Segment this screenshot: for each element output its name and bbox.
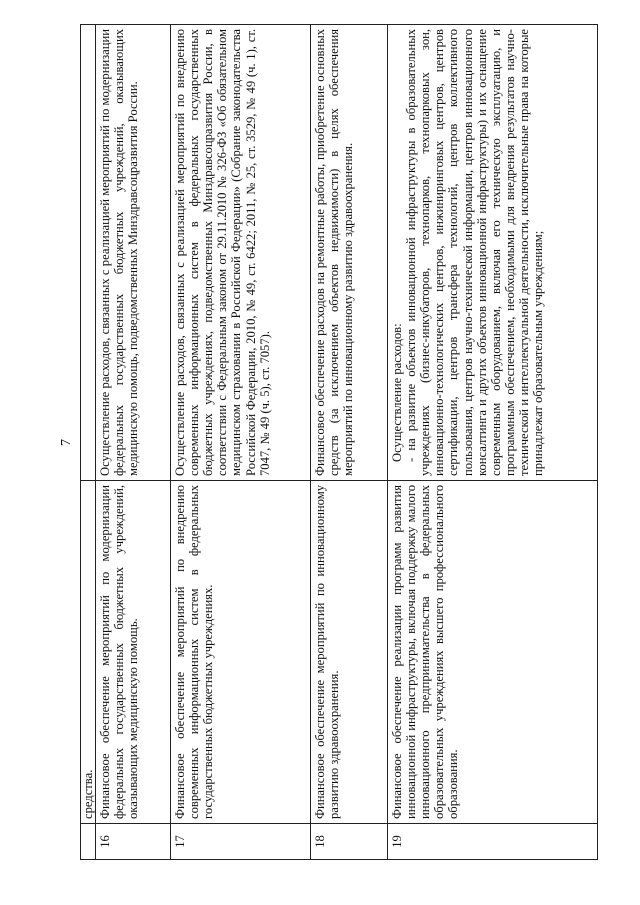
row-number: 19	[388, 824, 598, 860]
description-paragraph: - на развитие объектов инновационной инфраструктуры в образовательных учреждениях (бизнес-инкубаторов, технопарков, технопарковых зон, инновационно-технологических центров, инжиниринговых центров, центров сертификации, центров трансфера технологий, центров коллективного пользования, центров научно-технической информации, центров инновационного консалтинга и других объектов инновационной инфраструктуры) и их оснащение современным оборудованием, включая его техническую эксплуатацию, и программным обеспечением, необходимыми для внедрения результатов научно-технической и интеллектуальной деятельности, исключительные права на которые принадлежат образовательным учреждениям;	[404, 29, 546, 476]
expense-name: Финансовое обеспечение мероприятий по внедрению современных информационных систем в федеральных государственных бюджетных учреждениях.	[171, 481, 311, 824]
description-paragraph: Финансовое обеспечение расходов на ремонтные работы, приобретение основных средств (за исключением объектов недвижимости) в целях обеспечения мероприятий по инновационному развитию здравоохранения.	[313, 29, 356, 476]
row-number-cell	[81, 824, 96, 860]
continuation-text: средства.	[81, 481, 96, 824]
expense-description	[388, 25, 598, 481]
row-number: 18	[311, 824, 388, 860]
description-cell	[81, 25, 96, 481]
table-row	[171, 25, 311, 860]
expense-name: Финансовое обеспечение мероприятий по модернизации федеральных государственных бюджетных учреждений, оказывающих медицинскую помощь.	[96, 481, 171, 824]
expense-name: Финансовое обеспечение реализации программ развития инновационной инфраструктуры, включая поддержку малого инновационного предпринимательства в федеральных образовательных учреждениях высшего профессионального образования.	[388, 481, 598, 824]
rotated-page-content	[56, 25, 596, 860]
expense-name: Финансовое обеспечение мероприятий по инновационному развитию здравоохранения.	[311, 481, 388, 824]
table-row	[388, 25, 598, 860]
expense-description	[96, 25, 171, 481]
description-paragraph: Осуществление расходов, связанных с реализацией мероприятий по модернизации федеральных государственных бюджетных учреждений, оказывающих медицинскую помощь, подведомственных Минздравсоцразвития России.	[98, 29, 141, 476]
expense-description	[171, 25, 311, 481]
expense-table	[80, 24, 598, 860]
description-paragraph: Осуществление расходов:	[390, 323, 405, 462]
table-row-continuation	[81, 25, 96, 860]
row-number: 16	[96, 824, 171, 860]
table-row	[96, 25, 171, 860]
table-row	[311, 25, 388, 860]
description-paragraph: Осуществление расходов, связанных с реализацией мероприятий по внедрению современных информационных систем в федеральных государственных бюджетных учреждениях, подведомственных Минздравсоцразвития России, в соответствии с Федеральным законом от 29.11.2010 № 326-ФЗ «Об обязательном медицинском страховании в Российской Федерации» (Собрание законодательства Российской Федерации, 2010, № 49, ст. 6422; 2011, № 25, ст. 3529, № 49 (ч. 1), ст. 7047, № 49 (ч. 5), ст. 7057).	[173, 29, 272, 476]
expense-description	[311, 25, 388, 481]
page-number: 7	[59, 439, 74, 446]
row-number: 17	[171, 824, 311, 860]
